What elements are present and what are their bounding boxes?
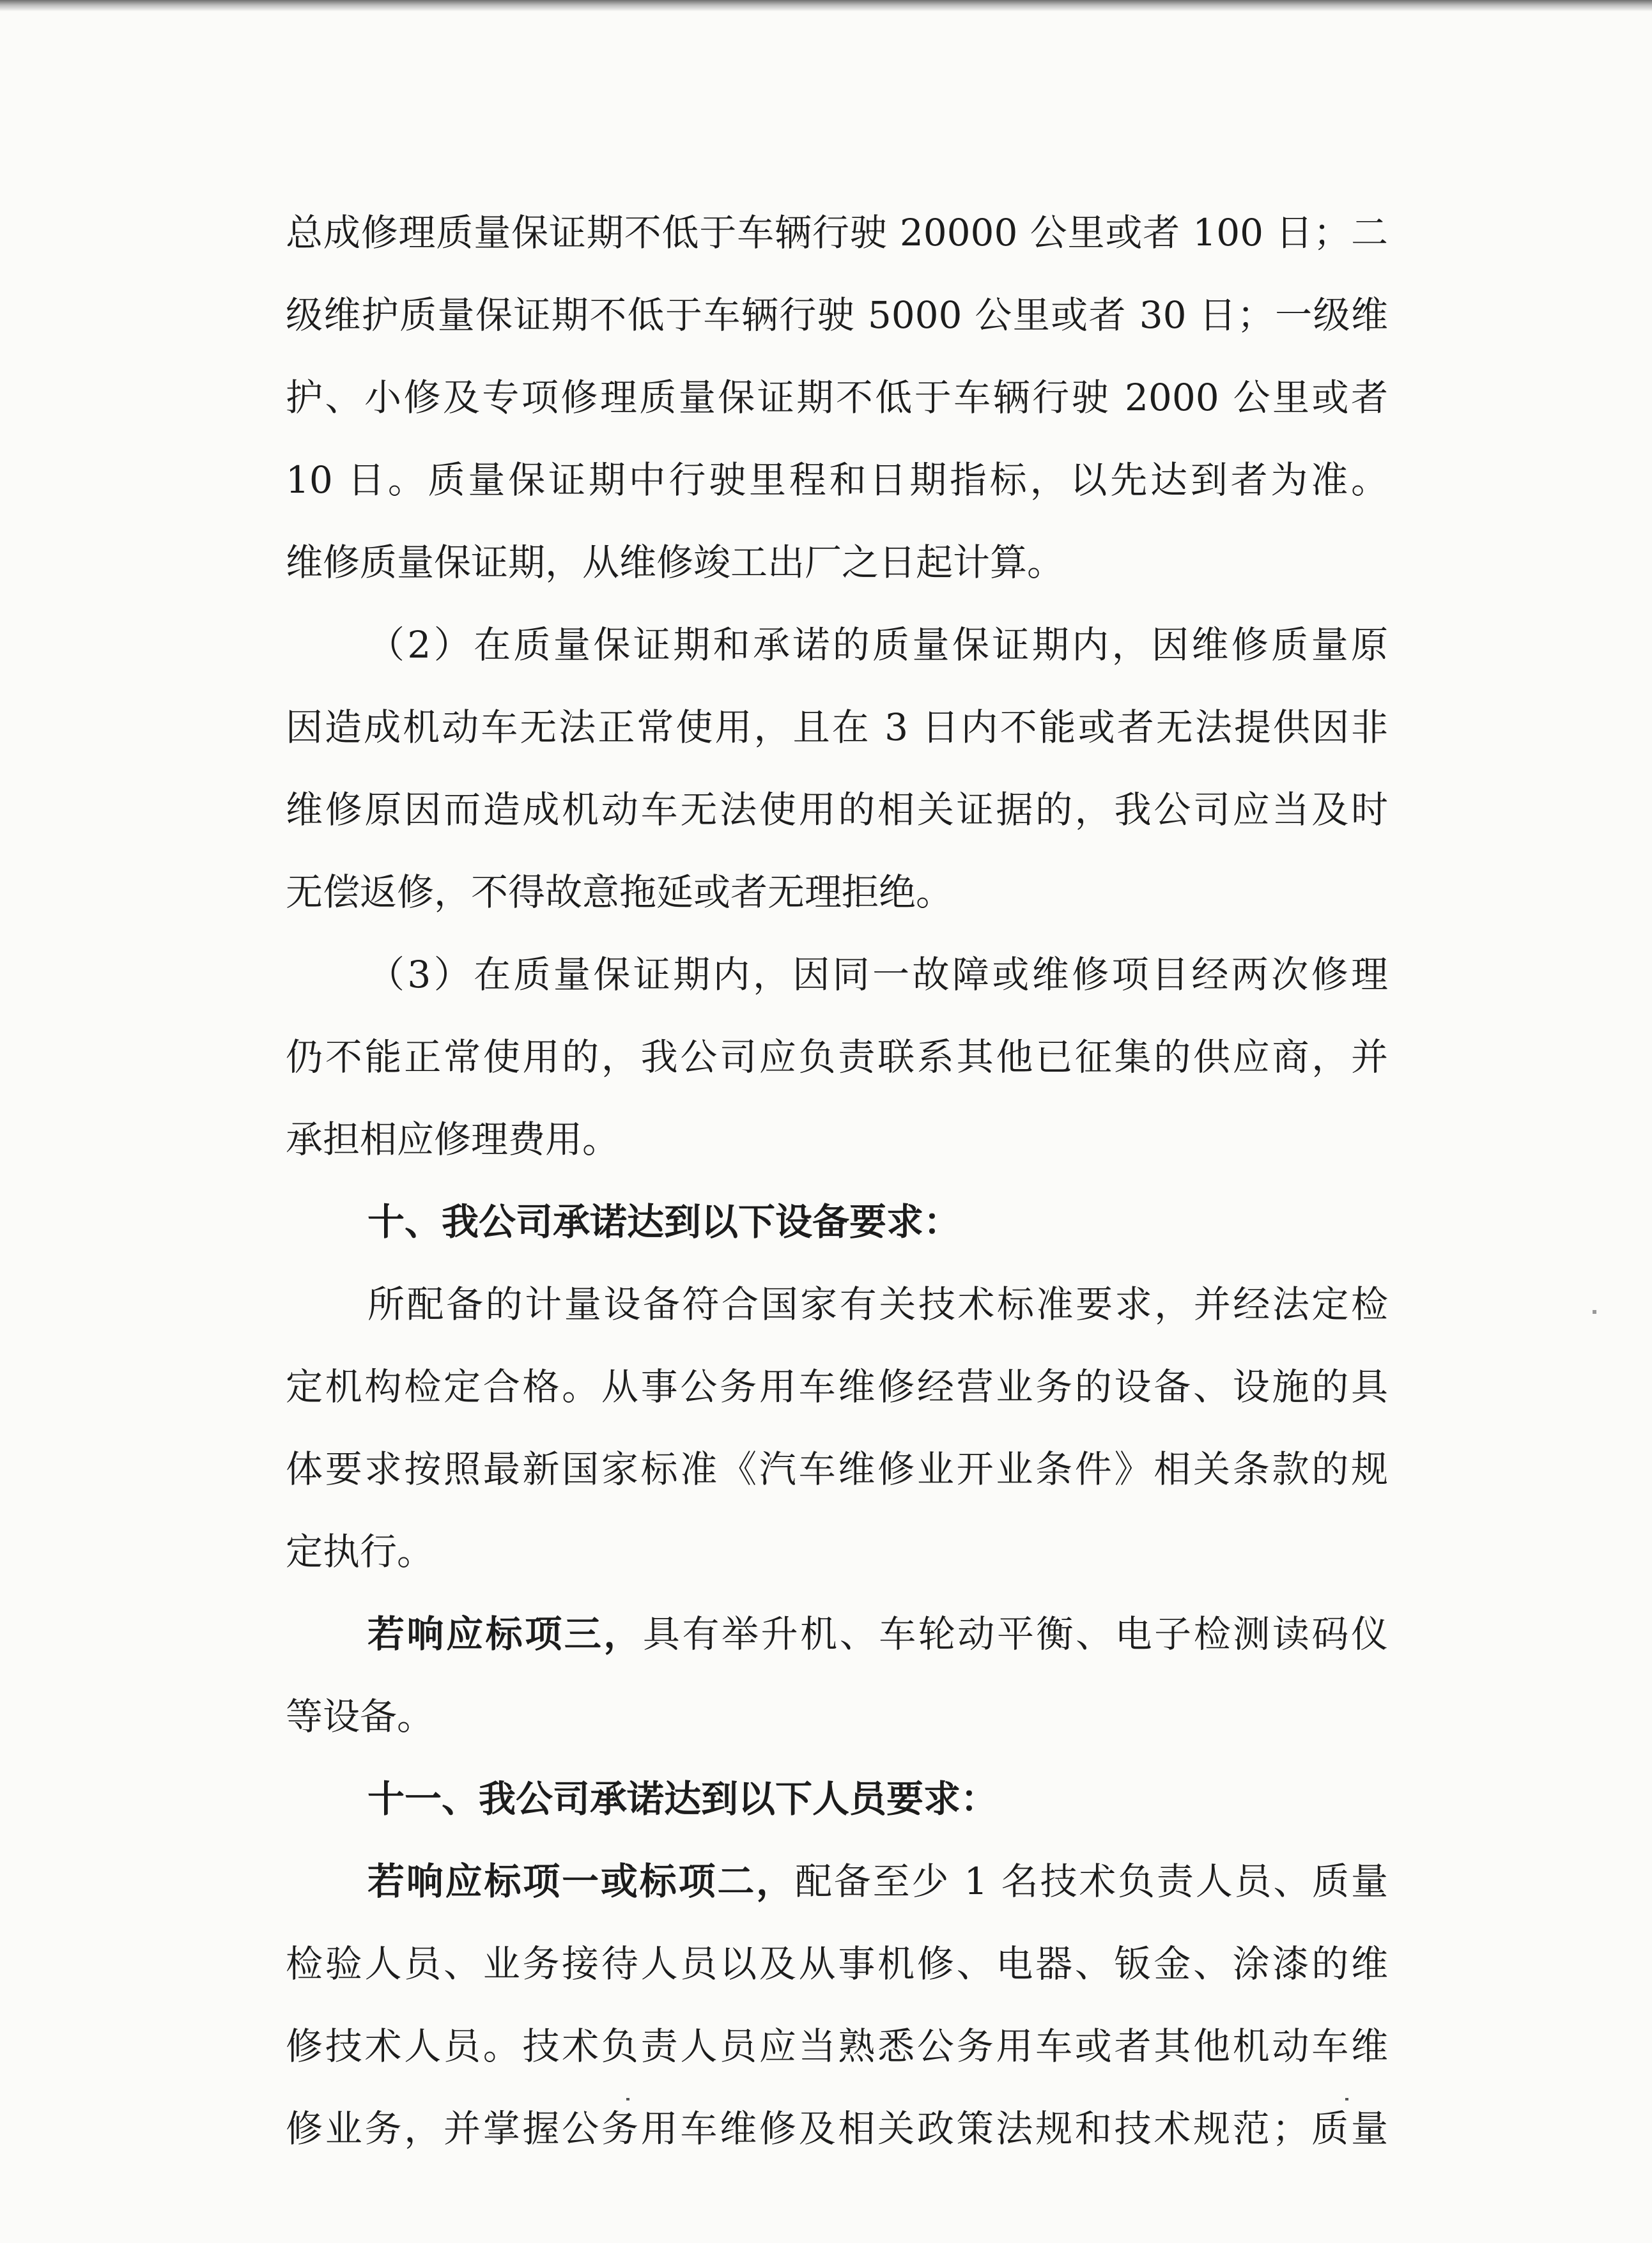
text-line: 总成修理质量保证期不低于车辆行驶 20000 公里或者 100 日；二	[286, 211, 1388, 254]
text-line: 无偿返修，不得故意拖延或者无理拒绝。	[286, 870, 953, 914]
section-heading-11: 十一、我公司承诺达到以下人员要求：	[367, 1777, 998, 1821]
text-line: 等设备。	[286, 1695, 435, 1738]
text-line: 仍不能正常使用的，我公司应负责联系其他已征集的供应商，并	[286, 1035, 1388, 1079]
text-line: 体要求按照最新国家标准《汽车维修业开业条件》相关条款的规	[286, 1447, 1388, 1491]
document-page	[286, 192, 1388, 2170]
lot-1-2-paragraph-start	[286, 1840, 1388, 1923]
text-line: 维修原因而造成机动车无法使用的相关证据的，我公司应当及时	[286, 788, 1388, 831]
text-line: 修技术人员。技术负责人员应当熟悉公务用车或者其他机动车维	[286, 2024, 1388, 2068]
scan-speck	[1345, 2098, 1348, 2100]
lot-3-paragraph-start	[286, 1593, 1388, 1676]
section-heading-10: 十、我公司承诺达到以下设备要求：	[367, 1200, 961, 1244]
text-line: 定执行。	[286, 1530, 435, 1573]
paragraph-2-start: （2）在质量保证期和承诺的质量保证期内，因维修质量原	[367, 623, 1388, 667]
scan-top-edge	[0, 0, 1652, 12]
paragraph-3-start: （3）在质量保证期内，因同一故障或维修项目经两次修理	[367, 953, 1388, 996]
scan-speck	[626, 2098, 629, 2100]
text-line: 定机构检定合格。从事公务用车维修经营业务的设备、设施的具	[286, 1365, 1388, 1408]
text-line: 检验人员、业务接待人员以及从事机修、电器、钣金、涂漆的维	[286, 1942, 1388, 1985]
text-line: 维修质量保证期，从维修竣工出厂之日起计算。	[286, 541, 1065, 584]
bold-lead-in: 若响应标项一或标项二，	[367, 1860, 795, 1903]
text-line: 级维护质量保证期不低于车辆行驶 5000 公里或者 30 日；一级维	[286, 293, 1388, 337]
inline-text: 具有举升机、车轮动平衡、电子检测读码仪	[642, 1612, 1388, 1656]
text-line: 承担相应修理费用。	[286, 1118, 620, 1161]
inline-text: 配备至少 1 名技术负责人员、质量	[794, 1860, 1388, 1903]
bold-lead-in: 若响应标项三，	[367, 1612, 643, 1656]
scan-speck	[1593, 1310, 1596, 1314]
text-line: 10 日。质量保证期中行驶里程和日期指标，以先达到者为准。	[286, 458, 1388, 502]
text-line: 因造成机动车无法正常使用，且在 3 日内不能或者无法提供因非	[286, 705, 1388, 749]
equipment-paragraph-start: 所配备的计量设备符合国家有关技术标准要求，并经法定检	[367, 1283, 1388, 1326]
text-line: 护、小修及专项修理质量保证期不低于车辆行驶 2000 公里或者	[286, 376, 1388, 419]
text-line: 修业务，并掌握公务用车维修及相关政策法规和技术规范；质量	[286, 2107, 1388, 2150]
